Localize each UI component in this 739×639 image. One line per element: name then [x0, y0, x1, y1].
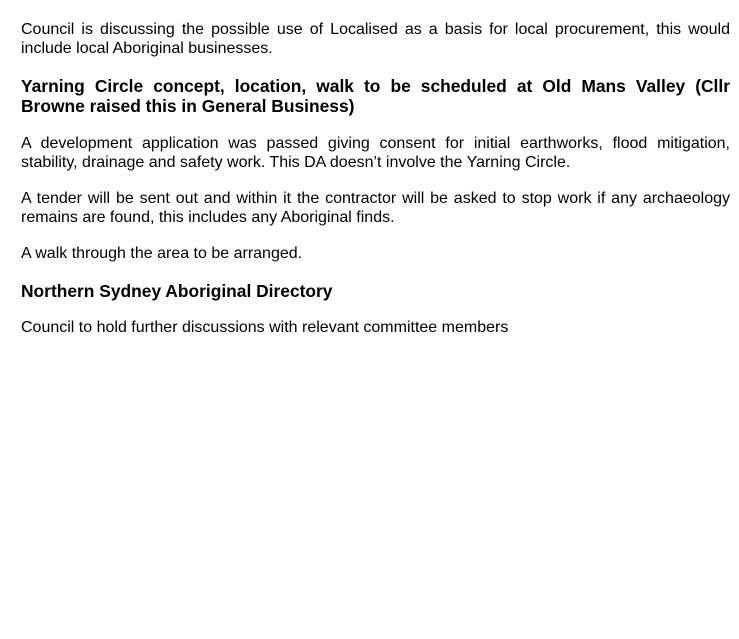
- paragraph-localised-procurement: Council is discussing the possible use of Localised as a basis for local procurement, this would include local Aboriginal businesses.: [21, 21, 730, 57]
- heading-yarning-circle: Yarning Circle concept, location, walk to be scheduled at Old Mans Valley (Cllr Browne raised this in General Business): [21, 76, 730, 116]
- paragraph-tender: A tender will be sent out and within it the contractor will be asked to stop work if any archaeology remains are found, this includes any Aboriginal finds.: [21, 190, 730, 226]
- paragraph-further-discussions: Council to hold further discussions with relevant committee members: [21, 318, 509, 336]
- heading-aboriginal-directory: Northern Sydney Aboriginal Directory: [21, 280, 333, 301]
- paragraph-development-application: A development application was passed giving consent for initial earthworks, flood mitigation, stability, drainage and safety work. This DA doesn’t involve the Yarning Circle.: [21, 135, 730, 171]
- paragraph-walk-through: A walk through the area to be arranged.: [21, 245, 303, 262]
